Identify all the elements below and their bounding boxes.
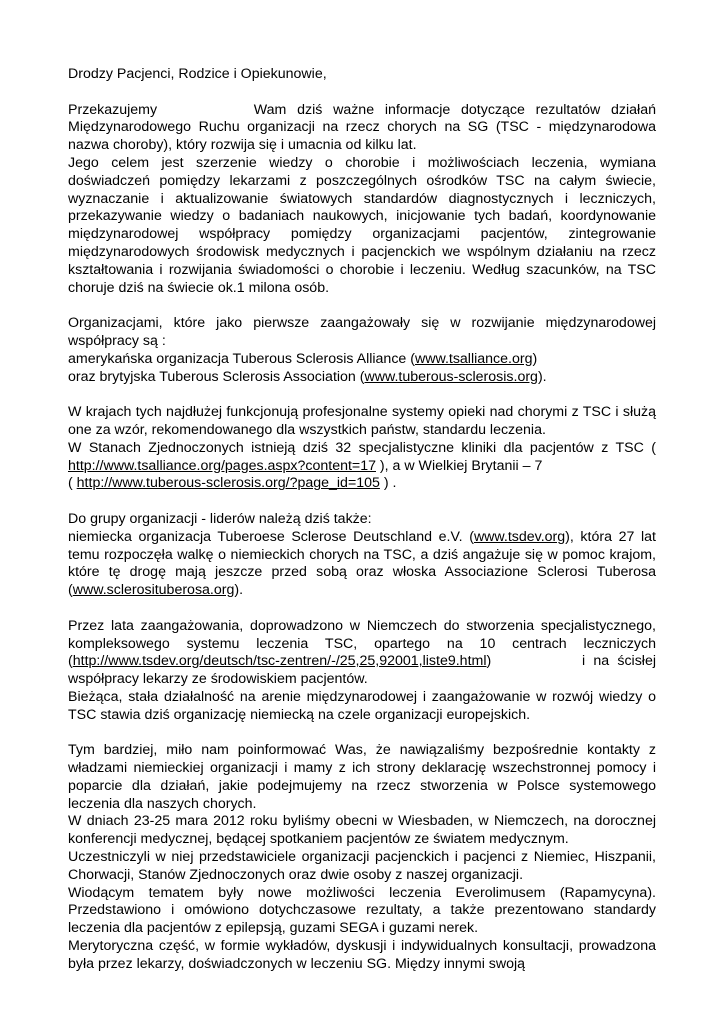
paragraph-leaders-intro: Do grupy organizacji - liderów należą dziś także: (68, 510, 372, 527)
tsdev-centers-link[interactable]: http://www.tsdev.org/deutsch/tsc-zentren/-/25,25,92001,liste9.html (72, 653, 487, 670)
clinics-uk-text: ), a w Wielkiej Brytanii – 7 (375, 457, 543, 474)
paragraph-clinics-2 (68, 440, 656, 493)
greeting: Drodzy Pacjenci, Rodzice i Opiekunowie, (68, 66, 327, 82)
tsa-uk-line-prefix: oraz brytyjska Tuberous Sclerosis Association ( (68, 368, 365, 385)
paragraph-conference: W dniach 23-25 mara 2012 roku byliśmy obecni w Wiesbaden, w Niemczech, na dorocznej konferencji medycznej, będącej spotkaniem pacjentów ze światem medycznym. (68, 813, 656, 848)
paragraph-mission: Jego celem jest szerzenie wiedzy o chorobie i możliwościach leczenia, wymiana doświadczeń pomiędzy lekarzami z poszczególnych ośrodków TSC na całym świecie, wyznaczanie i aktualizowanie światowych standardów diagnostycznych i leczniczych, przekazywanie wiedzy o badaniach naukowych, inicjowanie tych badań, koordynowanie międzynarodowej współpracy pomiędzy organizacjami pacjentów, zintegrowanie międzynarodowych środowisk medycznych i pacjenckich we wspólnym działaniu na rzecz kształtowania i rozwijania świadomości o chorobie i leczeniu. Według szacunków, na TSC choruje dziś na świecie ok.1 milona osób. (68, 154, 656, 296)
leaders-end: ). (234, 582, 244, 599)
tuberous-sclerosis-link[interactable]: www.tuberous-sclerosis.org (364, 368, 538, 385)
clinics-us-text: W Stanach Zjednoczonych istnieją dziś 32 specjalistyczne kliniki dla pacjentów z TSC ( (68, 439, 656, 456)
paragraph-organizations (68, 315, 656, 386)
paragraph-leaders (68, 529, 656, 600)
paragraph-clinics-1: W krajach tych najdłużej funkcjonują profesjonalne systemy opieki nad chorymi z TSC i służą one za wzór, rekomendowanego dla wszystkich państw, standardu leczenia. (68, 404, 656, 438)
tsa-line-suffix: ) (532, 350, 538, 367)
tsa-line-prefix: amerykańska organizacja Tuberous Sclerosis Alliance ( (68, 350, 415, 367)
germany-cooperation-text: ) i na ścisłej współpracy lekarzy ze środowiskiem pacjentów. (68, 653, 656, 688)
paragraph-topic: Wiodącym tematem były nowe możliwości leczenia Everolimusem (Rapamycyna). Przedstawiono i omówiono dotychczasowe rezultaty, a także prezentowano standardy leczenia dla pacjentów z epilepsją, guzami SEGA i guzami nerek. (68, 884, 656, 937)
tsalliance-link[interactable]: www.tsalliance.org (414, 350, 533, 367)
paragraph-germany (68, 618, 656, 689)
tsdev-link[interactable]: www.tsdev.org (473, 528, 566, 545)
organizations-intro: Organizacjami, które jako pierwsze zaangażowały się w rozwijanie międzynarodowej współpracy są : (68, 315, 656, 349)
paragraph-participants: Uczestniczyli w niej przedstawiciele organizacji pacjenckich i pacjenci z Niemiec, Hiszpanii, Chorwacji, Stanów Zjednoczonych oraz dwie osoby z naszej organizacji. (68, 849, 656, 883)
tuberous-sclerosis-clinics-link[interactable]: http://www.tuberous-sclerosis.org/?page_id=105 (76, 475, 380, 492)
germany-text: Przez lata zaangażowania, doprowadzono w Niemczech do stworzenia specjalistycznego, kompleksowego systemu leczenia TSC, opartego na 10 centrach leczniczych ( (68, 617, 656, 670)
tsd-text: niemiecka organizacja Tuberoese Sclerose Deutschland e.V. ( (68, 528, 474, 545)
tsalliance-clinics-link[interactable]: http://www.tsalliance.org/pages.aspx?content=17 (68, 457, 376, 474)
paragraph-substantive: Merytoryczna część, w formie wykładów, dyskusji i indywidualnych konsultacji, prowadzona była przez lekarzy, doświadczonych w leczeniu SG. Między innymi swoją (68, 938, 656, 972)
paragraph-germany-leadership: Bieżąca, stała działalność na arenie międzynarodowej i zaangażowanie w rozwój wiedzy o TSC stawia dziś organizację niemiecką na czele organizacji europejskich. (68, 688, 656, 723)
paragraph-intro: Przekazujemy Wam dziś ważne informacje dotyczące rezultatów działań Międzynarodowego Ruchu organizacji na rzecz chorych na SG (TSC - międzynarodowa nazwa choroby), który rozwija się i umacnia od kilku lat. (68, 101, 656, 154)
document-page (68, 66, 656, 974)
tsd-description: ), która 27 lat temu rozpoczęła walkę o niemieckich chorych na TSC, a dziś angażuje się w pomoc krajom, które tę drogę mają jeszcze przed sobą oraz włoska Associazione Sclerosi Tuberosa ( (68, 528, 656, 599)
paren-close: ) . (379, 475, 397, 492)
sclerosituberosa-link[interactable]: www.sclerosituberosa.org (72, 582, 235, 599)
tsa-uk-line-suffix: ). (537, 368, 547, 385)
paren-open: ( (68, 475, 77, 492)
paragraph-contacts: Tym bardziej, miło nam poinformować Was, że nawiązaliśmy bezpośrednie kontakty z władzami niemieckiej organizacji i mamy z ich strony deklarację wszechstronnej pomocy i poparcie dla działań, jakie podejmujemy na rzecz stworzenia w Polsce systemowego leczenia dla naszych chorych. (68, 742, 656, 812)
